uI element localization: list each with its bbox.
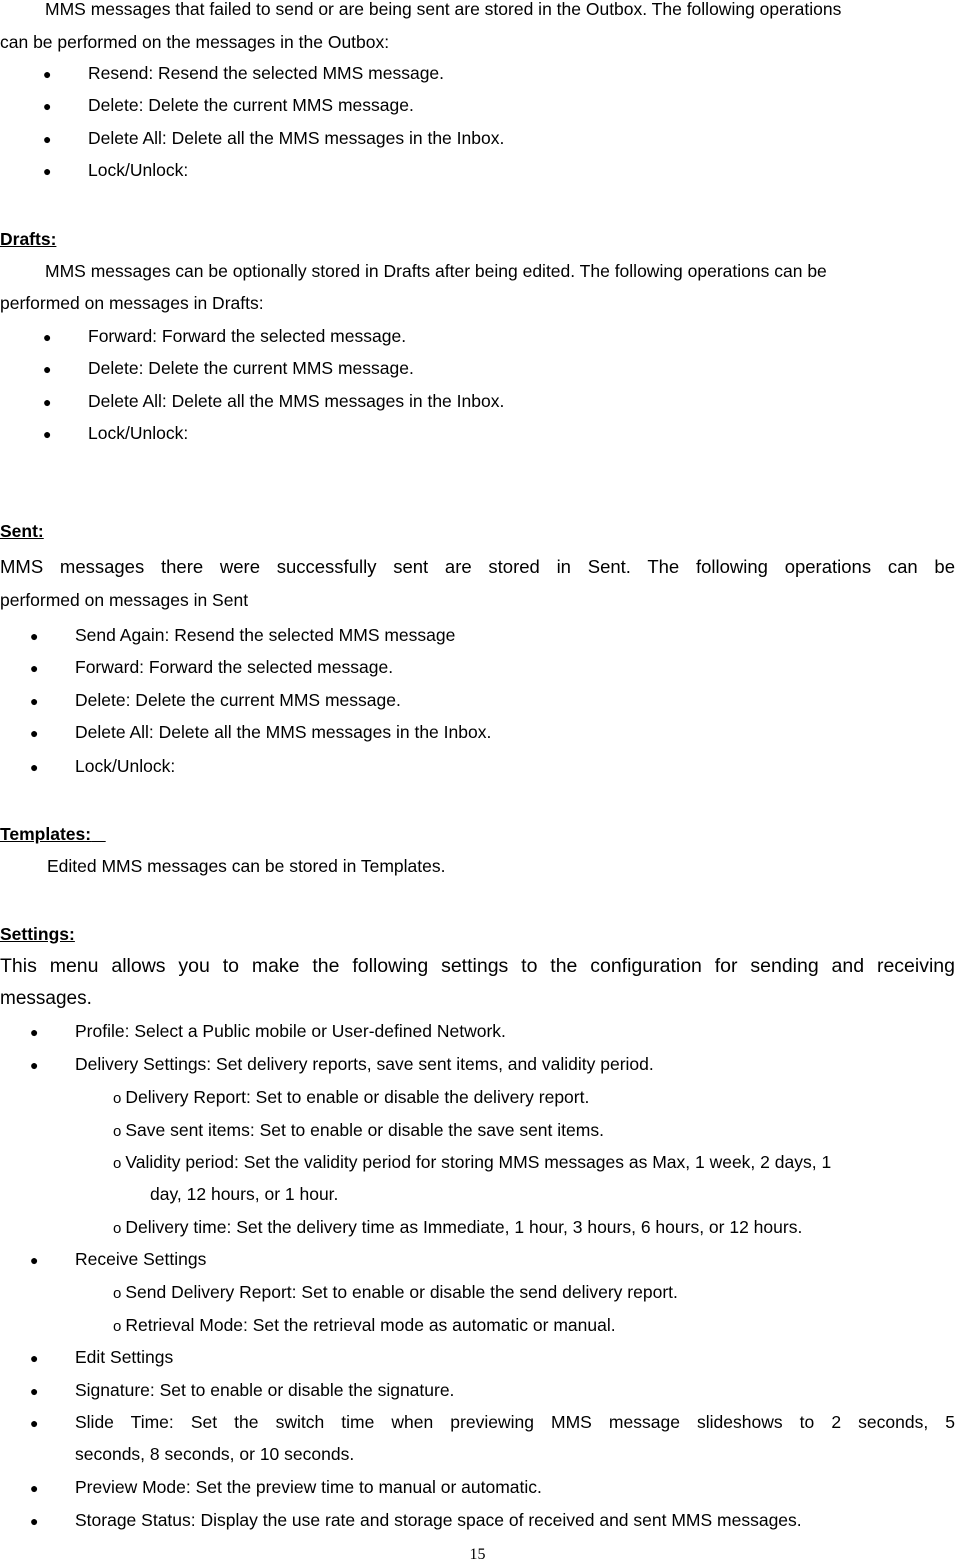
drafts-intro-line1: MMS messages can be optionally stored in Drafts after being edited. The following operations can be [45,261,827,281]
bullet-icon: ● [43,426,52,442]
bullet-icon: ● [30,1350,39,1366]
settings-delivery-report [113,1086,589,1110]
bullet-icon: ● [30,725,39,741]
circle-bullet-icon: o [113,1220,122,1237]
settings-intro-line1: This menu allows you to make the following settings to the configuration for sending and receiving [0,955,955,977]
delivery-time-text: Delivery time: Set the delivery time as Immediate, 1 hour, 3 hours, 6 hours, or 12 hours. [125,1217,803,1237]
settings-send-delivery-report [113,1281,678,1305]
drafts-item-forward: Forward: Forward the selected message. [88,326,407,346]
page-number: 15 [469,1546,486,1563]
bullet-icon: ● [30,660,39,676]
sent-item-delete-all: Delete All: Delete all the MMS messages in the Inbox. [75,722,492,742]
settings-save-sent [113,1119,604,1143]
bullet-icon: ● [30,628,39,644]
save-sent-text: Save sent items: Set to enable or disable the save sent items. [125,1120,604,1140]
sent-item-lock: Lock/Unlock: [75,756,176,776]
sent-item-send-again: Send Again: Resend the selected MMS message [75,625,456,645]
circle-bullet-icon: o [113,1285,122,1302]
settings-delivery-time [113,1216,802,1240]
templates-heading [0,823,106,845]
outbox-item-delete: Delete: Delete the current MMS message. [88,95,414,115]
circle-bullet-icon: o [113,1318,122,1335]
outbox-intro-line1: MMS messages that failed to send or are being sent are stored in the Outbox. The following operations [45,0,842,19]
bullet-icon: ● [30,1252,39,1268]
circle-bullet-icon: o [113,1155,122,1172]
drafts-item-delete: Delete: Delete the current MMS message. [88,358,414,378]
delivery-report-text: Delivery Report: Set to enable or disable the delivery report. [125,1087,590,1107]
outbox-item-resend: Resend: Resend the selected MMS message. [88,63,445,83]
bullet-icon: ● [43,394,52,410]
settings-slide-time-line1: Slide Time: Set the switch time when previewing MMS message slideshows to 2 seconds, 5 [75,1412,955,1432]
outbox-item-delete-all: Delete All: Delete all the MMS messages in the Inbox. [88,128,505,148]
circle-bullet-icon: o [113,1123,122,1140]
settings-slide-time-line2: seconds, 8 seconds, or 10 seconds. [75,1444,355,1464]
sent-intro-line2: performed on messages in Sent [0,590,249,610]
settings-validity-line2: day, 12 hours, or 1 hour. [150,1184,339,1204]
sent-item-forward: Forward: Forward the selected message. [75,657,394,677]
bullet-icon: ● [43,66,52,82]
bullet-icon: ● [30,1415,39,1431]
settings-preview-mode: Preview Mode: Set the preview time to manual or automatic. [75,1477,542,1497]
templates-heading-text: Templates: [0,824,92,844]
bullet-icon: ● [30,1024,39,1040]
settings-edit-settings: Edit Settings [75,1347,174,1367]
retrieval-mode-text: Retrieval Mode: Set the retrieval mode as automatic or manual. [125,1315,616,1335]
settings-profile: Profile: Select a Public mobile or User-defined Network. [75,1021,506,1041]
settings-intro-line2: messages. [0,988,92,1009]
bullet-icon: ● [30,693,39,709]
settings-delivery-settings: Delivery Settings: Set delivery reports, save sent items, and validity period. [75,1054,654,1074]
settings-storage-status: Storage Status: Display the use rate and storage space of received and sent MMS messages. [75,1510,802,1530]
settings-retrieval-mode [113,1314,616,1338]
bullet-icon: ● [43,163,52,179]
circle-bullet-icon: o [113,1090,122,1107]
drafts-item-delete-all: Delete All: Delete all the MMS messages in the Inbox. [88,391,505,411]
settings-signature: Signature: Set to enable or disable the signature. [75,1380,455,1400]
settings-receive-settings: Receive Settings [75,1249,207,1269]
send-delivery-report-text: Send Delivery Report: Set to enable or disable the send delivery report. [125,1282,678,1302]
sent-intro-line1: MMS messages there were successfully sent are stored in Sent. The following operations can be [0,556,955,577]
templates-body: Edited MMS messages can be stored in Templates. [47,856,446,876]
bullet-icon: ● [30,1480,39,1496]
bullet-icon: ● [43,98,52,114]
bullet-icon: ● [43,131,52,147]
sent-heading: Sent: [0,521,44,541]
validity-text: Validity period: Set the validity period for storing MMS messages as Max, 1 week, 2 days, 1 [125,1152,832,1172]
settings-heading: Settings: [0,924,75,944]
drafts-heading: Drafts: [0,229,57,249]
bullet-icon: ● [30,1383,39,1399]
bullet-icon: ● [30,759,39,775]
sent-item-delete: Delete: Delete the current MMS message. [75,690,401,710]
drafts-intro-line2: performed on messages in Drafts: [0,293,264,313]
bullet-icon: ● [30,1057,39,1073]
bullet-icon: ● [30,1513,39,1529]
bullet-icon: ● [43,361,52,377]
settings-validity-line1 [113,1151,831,1175]
bullet-icon: ● [43,329,52,345]
outbox-item-lock: Lock/Unlock: [88,160,189,180]
outbox-intro-line2: can be performed on the messages in the Outbox: [0,32,390,52]
drafts-item-lock: Lock/Unlock: [88,423,189,443]
